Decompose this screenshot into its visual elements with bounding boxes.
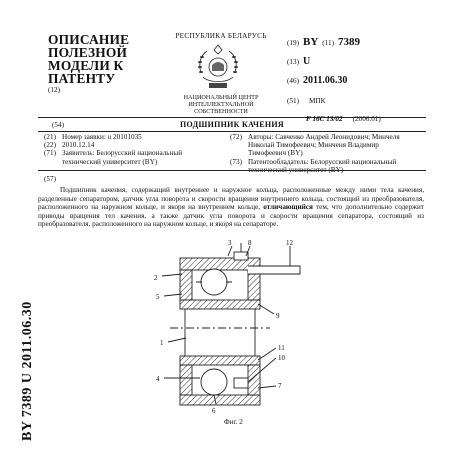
abstract [38,186,424,229]
inid-code: (21) [44,133,56,141]
callout-label: 8 [248,239,252,247]
callout-label: 3 [228,239,232,247]
ipc-class: F 16C 13/02 [306,115,343,123]
inid-code: (46) [287,77,299,85]
inid-code: (19) [287,39,299,47]
office-line: НАЦИОНАЛЬНЫЙ ЦЕНТР [183,94,259,101]
callout-label: 4 [156,375,160,383]
divider [38,117,426,118]
biblio-entry [230,158,406,174]
inid-code: (22) [44,141,56,150]
figure-caption: Фиг. 2 [224,418,243,426]
application-number: Номер заявки: u 20101035 [62,133,142,141]
callout-label: 5 [156,293,160,301]
inid-code: (13) [287,58,299,66]
biblio-entry [230,133,406,158]
inid-code: (54) [52,121,64,129]
authors: Авторы: Савченко Андрей Леонидович; Минчеля Николай Тимофеевич; Минченя Владимир Тимофеевич (BY) [248,133,400,158]
biblio-entry [44,149,222,165]
bearing-drawing [150,238,320,416]
document-title [48,33,129,85]
biblio-entry [44,141,222,149]
callout-label: 7 [278,382,282,390]
side-publication-id: BY 7389 U 2011.06.30 [20,301,35,441]
inid-code: (72) [230,133,242,141]
callout-label: 2 [154,274,158,282]
patent-number: 7389 [337,36,360,48]
divider [38,170,426,171]
divider [38,131,426,132]
bibliographic-left [44,133,222,166]
office-line: ИНТЕЛЛЕКТУАЛЬНОЙ [188,100,254,108]
inid-code: (11) [322,39,334,47]
applicant: Заявитель: Белорусский национальный технический университет (BY) [62,149,183,166]
callout-label: 1 [160,339,164,347]
callout-label: 6 [212,407,216,415]
callout-label: 10 [278,354,285,362]
callout-label: 9 [276,312,280,320]
publication-data [287,32,437,126]
bibliographic-right [230,133,406,174]
title-line: МОДЕЛИ К [48,58,124,73]
filing-date: 2010.12.14 [62,141,95,150]
title-line: ОПИСАНИЕ [48,32,130,47]
inid-code: (51) [287,97,299,105]
document-kind: U [302,56,311,67]
country-code: BY [302,36,319,48]
publication-date: 2011.06.30 [302,75,348,86]
patent-holder: Патентообладатель: Белорусский национальный технический университет (BY) [248,157,397,174]
abstract-text: тем, что дополнительно содержит приводы вращения тел качения, а также датчик угла поворота и скорости вращения сепаратора, состоящий из преобразователя, расположенного на наружном кольце, и якоря на сепараторе. [38,203,424,229]
patent-office [165,95,277,115]
callout-label: 12 [286,239,293,247]
inid-code: (73) [230,157,242,166]
title-line: ПАТЕНТУ [48,71,116,86]
title-line: ПОЛЕЗНОЙ [48,45,128,60]
callout-label: 11 [278,344,285,352]
title-code: (12) [48,86,60,94]
country-name: РЕСПУБЛИКА БЕЛАРУСЬ [175,32,267,40]
inid-code: (71) [44,149,56,158]
ipc-date: (2006.01) [352,115,381,123]
office-line: СОБСТВЕННОСТИ [194,107,248,115]
abstract-text: Подшипник качения, содержащий внутреннее и наружное кольца, расположенные между ними тела качения, разделенные сепаратором, датчик угла поворота и скорости вращения внутреннего кольца, состоящий из преобразователя, расположенного на наружном кольце, и якоря на внутреннем кольце, [38,186,424,212]
coat-of-arms-emblem [195,43,241,91]
biblio-entry [44,133,222,141]
ipc-label: МПК [308,97,326,105]
abstract-emphasis: отличающийся [263,203,313,212]
invention-title: ПОДШИПНИК КАЧЕНИЯ [180,120,284,129]
inid-code: (57) [44,175,56,183]
